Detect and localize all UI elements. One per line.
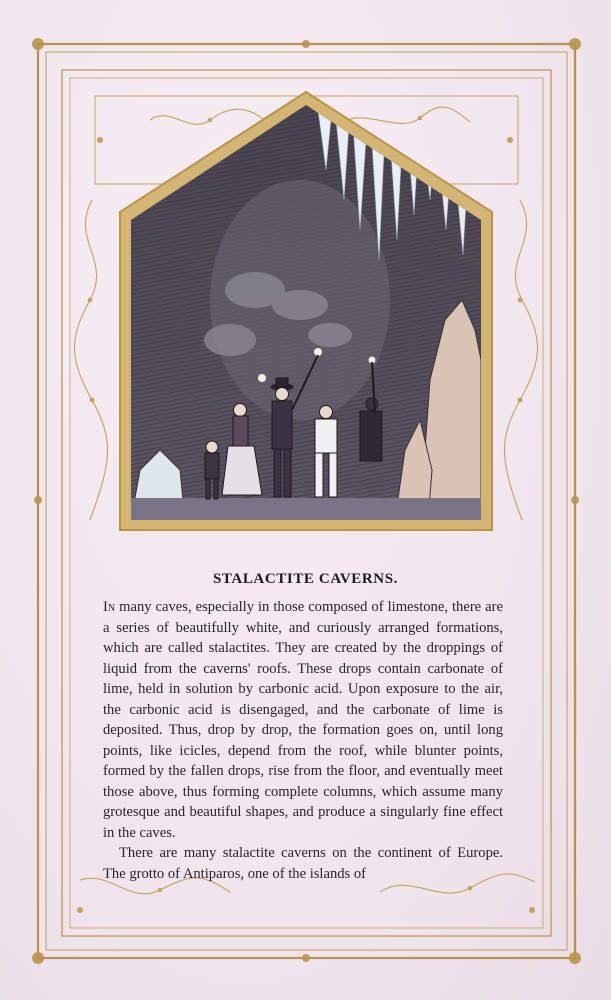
article-title: STALACTITE CAVERNS. [212,571,399,587]
paragraph-2: There are many stalactite caverns on the continent of Europe. The grotto of Antiparos, one of the islands of [103,845,503,882]
paragraph-1-text: many caves, especially in those composed of limestone, there are a series of beautifully white, and curiously arranged formations, which are called stalactites. They are created by the droppings of liquid from the caverns' roofs. These drops contain carbonate of lime, held in solution by carbonic acid. Upon exposure to the air, the carbonic acid is disengaged, and the carbonate of lime is deposited. Thus, drop by drop, the formation goes on, until long points, like icicles, depend from the roof, while blunter points, formed by the fallen drops, rise from the floor, and eventually meet those above, thus forming complete columns, which assume many grotesque and beautiful shapes, and produce a singularly fine effect in the caves. [103,599,503,841]
lead-word: In [103,599,116,615]
paragraph-1 [103,597,503,843]
article-body [103,597,503,884]
